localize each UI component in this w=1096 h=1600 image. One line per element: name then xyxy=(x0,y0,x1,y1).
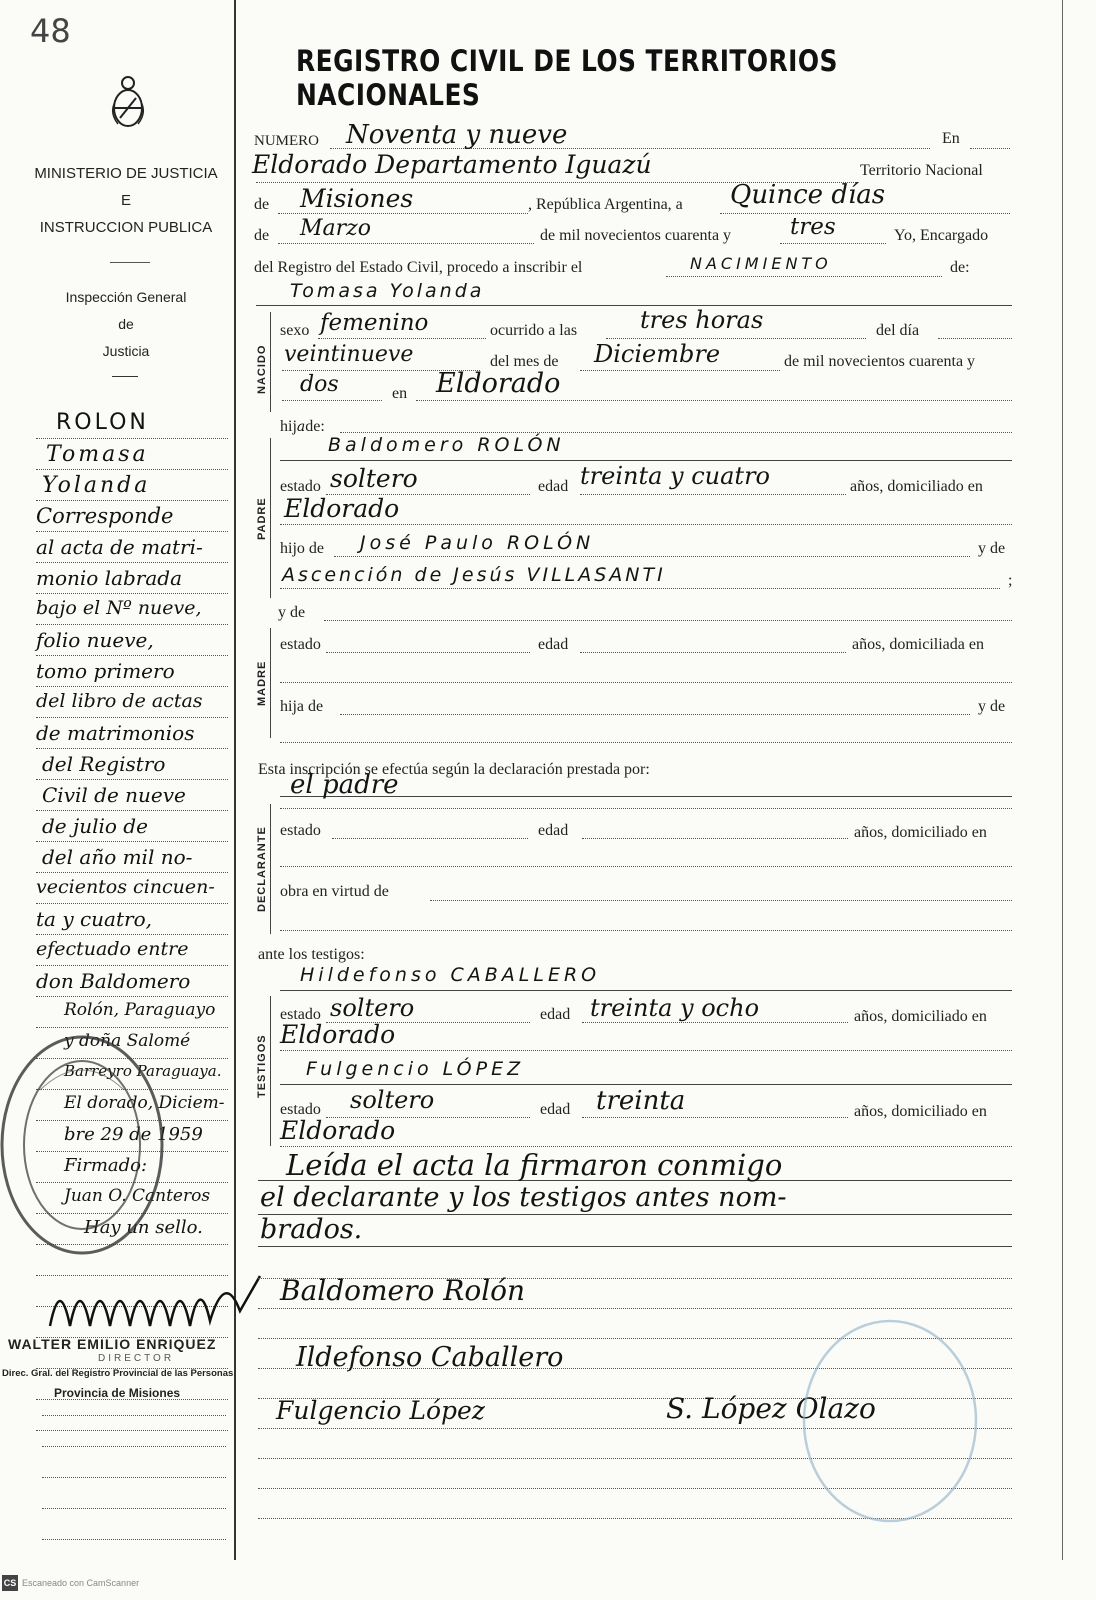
estado-label-m: estado xyxy=(280,636,321,653)
father-domicile-line xyxy=(280,524,1012,525)
ministry-block xyxy=(30,160,222,241)
estado-label-d: estado xyxy=(280,822,321,839)
page-number: 48 xyxy=(30,12,71,50)
y-de-label-2: y de xyxy=(278,604,306,621)
scanner-watermark: Escaneado con CamScanner xyxy=(22,1578,140,1588)
hijo-de-label: hijo de xyxy=(280,540,324,557)
territory-line xyxy=(278,213,528,214)
declarant-line-2 xyxy=(280,808,1012,809)
estado-label: estado xyxy=(280,478,321,495)
anos-dom-label-w2: años, domiciliado en xyxy=(854,1103,987,1120)
inspection-line: de xyxy=(118,316,134,332)
margin-note-line: ROLON xyxy=(56,410,149,435)
inspection-block xyxy=(30,284,222,365)
declarant-domicile-line xyxy=(280,866,1012,867)
witness1-name: Hildefonso CABALLERO xyxy=(300,964,601,986)
witness1-estado: soltero xyxy=(330,994,415,1022)
margin-note-line: al acta de matri- xyxy=(36,535,203,559)
signature-officer: S. López Olazo xyxy=(666,1392,876,1425)
closing-text-line: brados. xyxy=(260,1214,363,1245)
hija-de-label-m: hija de xyxy=(280,698,324,715)
act-line xyxy=(666,276,942,277)
grandfather-line xyxy=(334,556,970,557)
sex-value: femenino xyxy=(320,310,429,336)
anos-dom-label-w1: años, domiciliado en xyxy=(854,1008,987,1025)
margin-note-line: Civil de nueve xyxy=(42,783,186,807)
civil-registry-stamp xyxy=(800,1316,980,1530)
inspection-line: Justicia xyxy=(102,343,150,359)
signature-father: Baldomero Rolón xyxy=(280,1274,526,1307)
birth-month-value: Diciembre xyxy=(594,340,721,368)
grandmother-line xyxy=(280,588,1000,589)
declarant-estado-line xyxy=(332,838,528,839)
margin-note-line: monio labrada xyxy=(36,566,183,590)
month-value: Marzo xyxy=(300,216,371,241)
margin-note-line: don Baldomero xyxy=(36,969,191,993)
nacido-section-label: NACIDO xyxy=(256,344,268,394)
margin-note-line: de matrimonios xyxy=(36,721,195,745)
en-line xyxy=(970,148,1010,149)
witness2-name: Fulgencio LÓPEZ xyxy=(306,1058,525,1080)
director-name: WALTER EMILIO ENRIQUEZ xyxy=(8,1336,217,1352)
right-border xyxy=(1062,0,1063,1560)
day-value: Quince días xyxy=(730,180,886,210)
margin-note-line: efectuado entre xyxy=(36,938,189,960)
sex-line xyxy=(318,338,486,339)
de-suffix: de: xyxy=(305,418,325,435)
margin-note-line: del Registro xyxy=(42,752,166,776)
place-value: Eldorado Departamento Iguazú xyxy=(252,150,652,179)
closing-line-3 xyxy=(258,1246,1012,1247)
scanner-icon: CS xyxy=(2,1575,18,1591)
director-office: Direc. Gral. del Registro Provincial de las Personas xyxy=(2,1368,234,1379)
year-line xyxy=(780,243,886,244)
declarante-brace xyxy=(270,804,271,934)
day-line xyxy=(720,213,1010,214)
father-name: Baldomero ROLÓN xyxy=(328,434,565,456)
witness1-domicile-line xyxy=(280,1050,1012,1051)
witness2-estado: soltero xyxy=(350,1086,435,1114)
witness2-age: treinta xyxy=(596,1086,686,1116)
mil-y-label: de mil novecientos cuarenta y xyxy=(784,353,976,370)
closing-line-2 xyxy=(258,1214,1012,1215)
time-line xyxy=(606,338,866,339)
semicolon: ; xyxy=(1008,572,1013,589)
margin-note-line: y doña Salomé xyxy=(64,1031,191,1051)
estado-label-w1: estado xyxy=(280,1006,321,1023)
territorio-label: Territorio Nacional xyxy=(860,162,983,179)
declarante-section-label: DECLARANTE xyxy=(256,826,268,912)
hija-de-label xyxy=(280,416,325,436)
father-age-line xyxy=(580,494,846,495)
witness1-age-line xyxy=(582,1022,848,1023)
numero-value: Noventa y nueve xyxy=(346,120,568,150)
margin-note-line: ta y cuatro, xyxy=(36,907,152,931)
de-label: de xyxy=(254,196,270,213)
margin-note-line: del año mil no- xyxy=(42,845,193,869)
estado-label-w2: estado xyxy=(280,1101,321,1118)
del-mes-label: del mes de xyxy=(490,353,559,370)
margin-note-line: bre 29 de 1959 xyxy=(64,1124,203,1145)
signature-witness2: Fulgencio López xyxy=(276,1396,485,1425)
mother-estado-line xyxy=(326,652,530,653)
declaracion-label: Esta inscripción se efectúa según la declaración prestada por: xyxy=(258,761,650,778)
act-type: NACIMIENTO xyxy=(690,254,832,273)
hija-suffix: a xyxy=(296,419,306,435)
madre-brace xyxy=(270,628,271,738)
yo-label: Yo, Encargado xyxy=(894,227,989,244)
mil-label: de mil novecientos cuarenta y xyxy=(540,227,732,244)
inspection-line: Inspección General xyxy=(65,289,187,305)
witness1-name-line xyxy=(280,990,1012,991)
closing-text-line: el declarante y los testigos antes nom- xyxy=(260,1182,787,1213)
territory-value: Misiones xyxy=(300,184,414,213)
sig-line xyxy=(258,1308,1012,1309)
y-de-label: y de xyxy=(978,540,1006,557)
ministry-line: MINISTERIO DE JUSTICIA xyxy=(34,165,218,182)
birth-year-line xyxy=(282,400,382,401)
official-seal-stamp xyxy=(0,1030,180,1264)
obra-line xyxy=(430,900,1012,901)
birth-place-line xyxy=(416,400,1012,401)
en-label: En xyxy=(942,130,960,147)
birth-month-line xyxy=(580,370,780,371)
testigos-intro: ante los testigos: xyxy=(258,946,365,963)
month-line xyxy=(278,243,534,244)
edad-label-m: edad xyxy=(538,636,569,653)
obra-label: obra en virtud de xyxy=(280,883,389,900)
mother-name-line xyxy=(324,620,1012,621)
ministry-line: E xyxy=(120,192,131,209)
director-title: DIRECTOR xyxy=(98,1353,175,1364)
numero-label: NUMERO xyxy=(254,133,320,149)
de-colon-label: de: xyxy=(950,259,970,276)
father-age: treinta y cuatro xyxy=(580,462,770,490)
margin-note-line: folio nueve, xyxy=(36,628,154,652)
witness1-domicile: Eldorado xyxy=(280,1020,396,1049)
witness2-domicile: Eldorado xyxy=(280,1116,396,1145)
padre-section-label: PADRE xyxy=(256,497,268,540)
registro-label: del Registro del Estado Civil, procedo a inscribir el xyxy=(254,259,583,276)
father-domicile: Eldorado xyxy=(284,494,400,523)
signature-witness1: Ildefonso Caballero xyxy=(296,1342,564,1373)
maternal-gm-line xyxy=(280,742,1012,743)
divider xyxy=(112,376,138,377)
year-value: tres xyxy=(790,214,836,240)
margin-note-line: tomo primero xyxy=(36,659,175,683)
republica-label: , República Argentina, a xyxy=(528,196,683,213)
witness2-domicile-line xyxy=(280,1146,1012,1147)
birth-year-value: dos xyxy=(300,372,339,397)
margin-note-line: Rolón, Paraguayo xyxy=(64,1000,216,1020)
ministry-line: INSTRUCCION PUBLICA xyxy=(39,219,213,236)
hija-line xyxy=(340,432,1012,433)
del-dia-label: del día xyxy=(876,322,920,339)
closing-text-line: Leída el acta la firmaron conmigo xyxy=(286,1148,783,1182)
mother-age-line xyxy=(580,652,846,653)
edad-label-w2: edad xyxy=(540,1101,571,1118)
en-lbl: en xyxy=(392,385,408,402)
de-label-2: de xyxy=(254,227,270,244)
testigos-brace xyxy=(270,996,271,1146)
margin-bottom-rules xyxy=(42,1415,226,1540)
margin-note-line: de julio de xyxy=(42,814,148,838)
sexo-label: sexo xyxy=(280,322,310,339)
edad-label: edad xyxy=(538,478,569,495)
margin-note-line: del libro de actas xyxy=(36,690,203,712)
birth-day-line-a xyxy=(938,338,1012,339)
anos-domiciliada-label: años, domiciliada en xyxy=(852,636,984,653)
ocurrido-label: ocurrido a las xyxy=(490,322,578,339)
nacido-brace xyxy=(270,312,271,412)
declarant-value: el padre xyxy=(290,770,399,800)
father-estado: soltero xyxy=(330,464,418,493)
margin-note-line: Firmado: xyxy=(64,1155,148,1176)
margin-note-line: Tomasa xyxy=(46,442,149,467)
y-de-label-3: y de xyxy=(978,698,1006,715)
margin-note-line: vecientos cincuen- xyxy=(36,876,215,898)
margin-note-line: bajo el Nº nueve, xyxy=(36,597,202,619)
maternal-gf-line xyxy=(340,714,970,715)
margin-note-line: Juan O. Canteros xyxy=(64,1186,211,1206)
time-value: tres horas xyxy=(640,306,764,334)
edad-label-d: edad xyxy=(538,822,569,839)
birth-place-value: Eldorado xyxy=(436,368,561,399)
divider xyxy=(110,262,150,263)
margin-note-line: Barreyro Paraguaya. xyxy=(64,1062,222,1080)
anos-dom-label: años, domiciliado en xyxy=(850,478,983,495)
witness2-age-line xyxy=(582,1117,848,1118)
coat-of-arms-icon xyxy=(108,74,148,134)
mother-domicile-line xyxy=(280,682,1012,683)
child-name: Tomasa Yolanda xyxy=(290,280,485,302)
declarant-age-line xyxy=(582,838,848,839)
witness2-name-line xyxy=(280,1084,1012,1085)
birth-day-value: veintinueve xyxy=(284,342,414,367)
hija-label: hij xyxy=(280,418,297,435)
testigos-section-label: TESTIGOS xyxy=(256,1034,268,1098)
margin-note-line: Corresponde xyxy=(36,504,174,528)
anos-dom-label-d: años, domiciliado en xyxy=(854,824,987,841)
father-name-line xyxy=(280,460,1012,461)
madre-section-label: MADRE xyxy=(256,660,268,706)
obra-line-2 xyxy=(280,930,1012,931)
director-province: Provincia de Misiones xyxy=(54,1386,181,1400)
paternal-grandfather: José Paulo ROLÓN xyxy=(360,532,595,554)
child-name-line xyxy=(256,305,1012,306)
page-title: REGISTRO CIVIL DE LOS TERRITORIOS NACIONALES xyxy=(296,44,838,112)
margin-note-line: Yolanda xyxy=(42,473,151,498)
margin-note-line: El dorado, Diciem- xyxy=(64,1093,225,1113)
padre-brace xyxy=(270,438,271,598)
witness1-age: treinta y ocho xyxy=(590,994,760,1022)
paternal-grandmother: Ascención de Jesús VILLASANTI xyxy=(282,564,666,586)
edad-label-w1: edad xyxy=(540,1006,571,1023)
margin-note-line: Hay un sello. xyxy=(84,1217,203,1238)
